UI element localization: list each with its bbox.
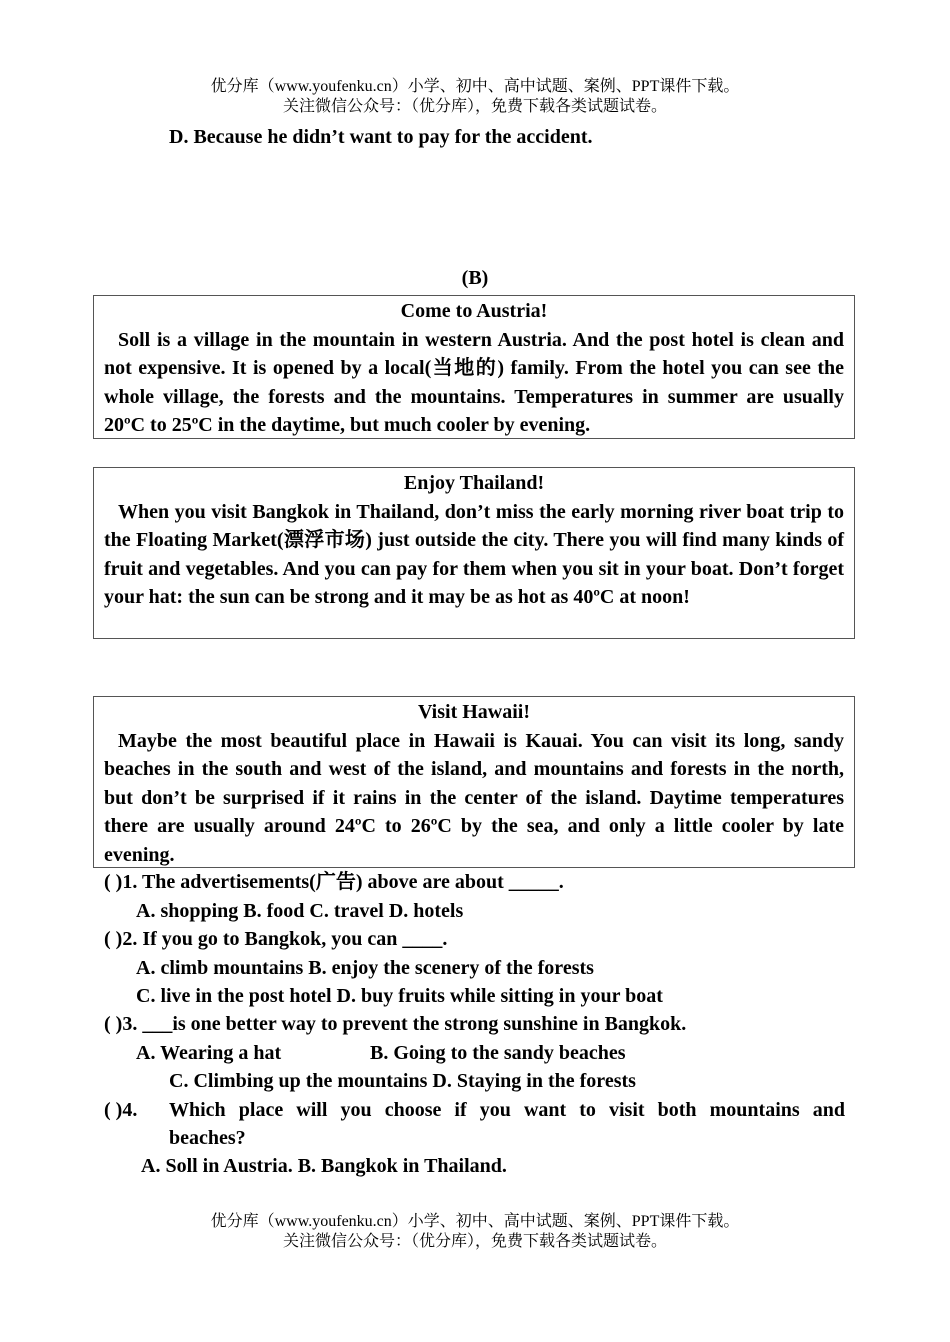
footer-line-2: 关注微信公众号：（优分库），免费下载各类试题试卷。 — [282, 1233, 667, 1250]
ad-body: Maybe the most beautiful place in Hawaii is Kauai. You can visit its long, sandy beaches in the south and west of the island, and mountains and forests in the north, but don’t be surprised if it rains in the center of the island. Daytime temperatures there are usually around 24ºC to 26ºC by the sea, and only a little cooler by late evening. — [104, 729, 844, 866]
question-2-options-line-2: C. live in the post hotel D. buy fruits while sitting in your boat — [136, 985, 663, 1007]
footer-line-1: 优分库（www.youfenku.cn）小学、初中、高中试题、案例、PPT课件下载。 — [210, 1213, 740, 1230]
question-3-option-b: B. Going to the sandy beaches — [370, 1042, 626, 1064]
ad-title: Visit Hawaii! — [417, 701, 531, 723]
ad-box-austria — [93, 295, 855, 439]
question-3-stem: ( )3. ___is one better way to prevent the strong sunshine in Bangkok. — [104, 1013, 687, 1035]
question-1-stem: ( )1. The advertisements(广告) above are about _____. — [104, 871, 564, 893]
question-4-stem-line-1: Which place will you choose if you want to visit both mountains and — [169, 1099, 845, 1121]
question-4-prefix: ( )4. — [104, 1099, 138, 1121]
question-2-options-line-1: A. climb mountains B. enjoy the scenery of the forests — [136, 957, 594, 979]
question-1-options: A. shopping B. food C. travel D. hotels — [136, 900, 464, 922]
question-3-option-a: A. Wearing a hat — [136, 1042, 282, 1064]
ad-body: When you visit Bangkok in Thailand, don’t miss the early morning river boat trip to the Floating Market(漂浮市场) just outside the city. There you will find many kinds of fruit and vegetables. And you can pay for them when you sit in your boat. Don’t forget your hat: the sun can be strong and it may be as hot as 40ºC at noon! — [104, 500, 844, 608]
question-4-stem-line-2: beaches? — [169, 1127, 246, 1149]
header-line-2: 关注微信公众号：（优分库），免费下载各类试题试卷。 — [282, 98, 667, 115]
ad-box-hawaii — [93, 696, 855, 868]
question-3-options-line-2: C. Climbing up the mountains D. Staying in the forests — [169, 1070, 636, 1092]
section-label: (B) — [461, 267, 489, 289]
ad-box-thailand — [93, 467, 855, 639]
header-line-1: 优分库（www.youfenku.cn）小学、初中、高中试题、案例、PPT课件下载。 — [210, 78, 740, 95]
page-header — [0, 77, 950, 117]
question-4-options: A. Soll in Austria. B. Bangkok in Thailand. — [141, 1155, 507, 1177]
previous-option-d: D. Because he didn’t want to pay for the accident. — [169, 126, 593, 148]
question-2-stem: ( )2. If you go to Bangkok, you can ____. — [104, 928, 448, 950]
ad-title: Come to Austria! — [400, 300, 548, 322]
ad-body: Soll is a village in the mountain in western Austria. And the post hotel is clean and not expensive. It is opened by a local(当地的) family. From the hotel you can see the whole village, the forests and the mountains. Temperatures in summer are usually 20ºC to 25ºC in the daytime, but much cooler by evening. — [104, 328, 844, 436]
page-footer — [0, 1212, 950, 1252]
ad-title: Enjoy Thailand! — [403, 472, 545, 494]
